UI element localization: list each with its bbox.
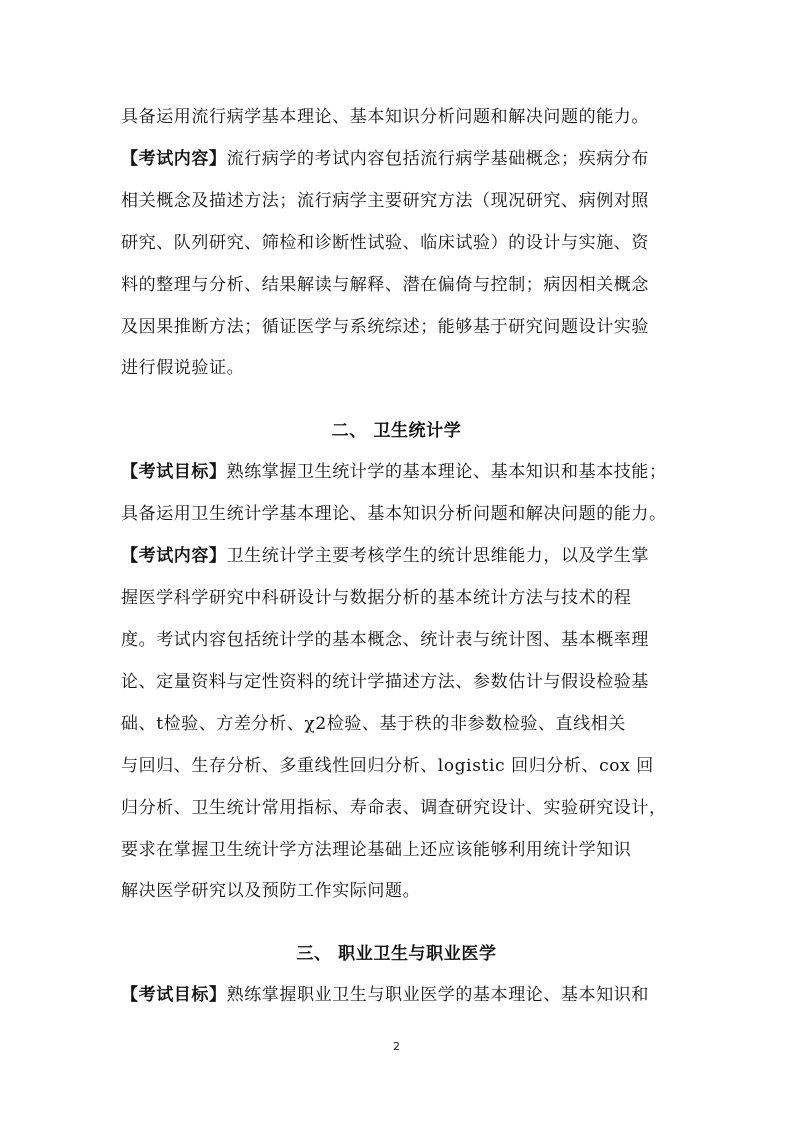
section3-heading: 三、 职业卫生与职业医学 bbox=[296, 944, 497, 964]
exam-goal-label: 【考试目标】 bbox=[121, 462, 227, 482]
section1-content-line4: 料的整理与分析、结果解读与解释、潜在偏倚与控制；病因相关概念 bbox=[121, 275, 649, 295]
section3-goal-line1-text: 熟练掌握职业卫生与职业医学的基本理论、基本知识和 bbox=[226, 985, 650, 1005]
section2-content-line7: 归分析、卫生统计常用指标、寿命表、调查研究设计、实验研究设计， bbox=[121, 798, 667, 818]
section1-content-line1 bbox=[121, 148, 681, 170]
section2-goal-line1 bbox=[121, 461, 681, 483]
section2-content-line9: 解决医学研究以及预防工作实际问题。 bbox=[121, 881, 421, 901]
section1-content-line3: 研究、队列研究、筛检和诊断性试验、临床试验）的设计与实施、资 bbox=[121, 233, 649, 253]
section2-content-line1 bbox=[121, 545, 681, 567]
exam-goal-label: 【考试目标】 bbox=[121, 985, 227, 1005]
section2-content-line8: 要求在掌握卫生统计学方法理论基础上还应该能够利用统计学知识 bbox=[121, 840, 632, 860]
section1-content-line5: 及因果推断方法；循证医学与系统综述；能够基于研究问题设计实验 bbox=[121, 317, 649, 337]
section2-content-line5: 础、t检验、方差分析、χ2检验、基于秩的非参数检验、直线相关 bbox=[121, 714, 626, 734]
section2-content-line4: 论、定量资料与定性资料的统计学描述方法、参数估计与假设检验基 bbox=[121, 672, 649, 692]
section1-content-line2: 相关概念及描述方法；流行病学主要研究方法（现况研究、病例对照 bbox=[121, 191, 649, 211]
section2-content-line6: 与回归、生存分析、多重线性回归分析、logistic 回归分析、cox 回 bbox=[121, 756, 654, 776]
section3-goal-line1 bbox=[121, 984, 681, 1006]
exam-content-label: 【考试内容】 bbox=[121, 149, 227, 169]
section2-goal-line2: 具备运用卫生统计学基本理论、基本知识分析问题和解决问题的能力。 bbox=[121, 504, 667, 524]
section2-content-line1-text: 卫生统计学主要考核学生的统计思维能力，以及学生掌 bbox=[226, 546, 650, 566]
section1-content-line6: 进行假说验证。 bbox=[121, 358, 245, 378]
section2-content-line2: 握医学科学研究中科研设计与数据分析的基本统计方法与技术的程 bbox=[121, 588, 632, 608]
section2-goal-line1-text: 熟练掌握卫生统计学的基本理论、基本知识和基本技能； bbox=[226, 462, 667, 482]
section2-heading: 二、 卫生统计学 bbox=[331, 421, 462, 441]
section2-content-line3: 度。考试内容包括统计学的基本概念、统计表与统计图、基本概率理 bbox=[121, 630, 649, 650]
section1-line1: 具备运用流行病学基本理论、基本知识分析问题和解决问题的能力。 bbox=[121, 107, 649, 127]
exam-content-label: 【考试内容】 bbox=[121, 546, 227, 566]
section1-content-line1-text: 流行病学的考试内容包括流行病学基础概念；疾病分布 bbox=[226, 149, 650, 169]
page-number: 2 bbox=[393, 1040, 400, 1053]
